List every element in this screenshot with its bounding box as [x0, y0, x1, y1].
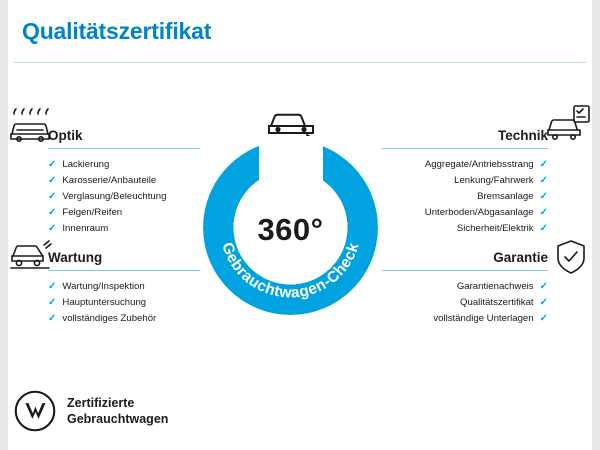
list-item-label: Lenkung/Fahrwerk	[454, 175, 534, 186]
list-item-label: Felgen/Reifen	[62, 207, 123, 218]
car-wash-icon	[8, 108, 52, 149]
list-item-label: Wartung/Inspektion	[62, 281, 145, 292]
list-item	[48, 311, 200, 327]
list-item-label: Lackierung	[62, 159, 110, 170]
list-item	[382, 157, 548, 173]
list-item-label: vollständige Unterlagen	[433, 313, 534, 324]
shield-check-icon	[554, 238, 588, 281]
block-heading-technik: Technik	[497, 128, 548, 143]
list-item	[382, 295, 548, 311]
list-item-label: Karosserie/Anbauteile	[62, 175, 157, 186]
list-item	[48, 173, 200, 189]
check-icon: ✓	[539, 281, 548, 292]
block-divider-optik	[48, 148, 200, 149]
list-item-label: Innenraum	[62, 223, 109, 234]
list-item-label: Verglasung/Beleuchtung	[62, 191, 167, 202]
list-item	[48, 157, 200, 173]
check-icon: ✓	[48, 281, 57, 292]
footer	[14, 390, 168, 432]
list-item-label: Garantienachweis	[456, 281, 534, 292]
degrees-label: 360°	[257, 212, 324, 247]
block-divider-garantie	[382, 270, 548, 271]
page-title: Qualitätszertifikat	[22, 18, 212, 44]
footer-text	[67, 395, 168, 427]
list-item-label: Sicherheit/Elektrik	[456, 223, 534, 234]
block-wartung	[48, 250, 200, 327]
list-item-label: Hauptuntersuchung	[62, 297, 147, 308]
check-icon: ✓	[539, 297, 548, 308]
list-item	[48, 189, 200, 205]
svg-text:Gebrauchtwagen-Check: Gebrauchtwagen-Check	[218, 240, 363, 302]
check-icon: ✓	[539, 313, 548, 324]
block-technik	[382, 128, 548, 237]
block-heading-wartung: Wartung	[48, 250, 103, 265]
vw-logo-icon	[14, 390, 56, 432]
block-optik	[48, 128, 200, 237]
check-icon: ✓	[539, 191, 548, 202]
check-icon: ✓	[48, 313, 57, 324]
list-item	[382, 279, 548, 295]
check-icon: ✓	[539, 159, 548, 170]
block-divider-technik	[382, 148, 548, 149]
title-divider	[14, 62, 586, 63]
check-icon: ✓	[48, 223, 57, 234]
list-item	[382, 205, 548, 221]
list-item	[48, 205, 200, 221]
list-item-label: vollständiges Zubehör	[62, 313, 157, 324]
list-item	[48, 279, 200, 295]
list-item-label: Bremsanlage	[477, 191, 534, 202]
footer-line-1: Zertifizierte	[67, 396, 135, 410]
list-item	[382, 311, 548, 327]
left-gutter	[0, 0, 8, 450]
check-ring	[203, 140, 378, 315]
car-checklist-icon	[546, 104, 592, 149]
list-item-label: Aggregate/Antriebsstrang	[424, 159, 534, 170]
block-divider-wartung	[48, 270, 200, 271]
list-item	[48, 295, 200, 311]
list-item	[382, 173, 548, 189]
right-gutter	[592, 0, 600, 450]
block-heading-garantie: Garantie	[493, 250, 548, 265]
footer-line-2: Gebrauchtwagen	[67, 412, 169, 426]
check-icon: ✓	[48, 207, 57, 218]
check-icon: ✓	[539, 207, 548, 218]
check-icon: ✓	[539, 175, 548, 186]
list-item-label: Unterboden/Abgasanlage	[424, 207, 534, 218]
block-heading-optik: Optik	[48, 128, 83, 143]
list-item-label: Qualitätszertifikat	[460, 297, 534, 308]
list-item	[382, 189, 548, 205]
check-icon: ✓	[48, 191, 57, 202]
check-icon: ✓	[539, 223, 548, 234]
check-icon: ✓	[48, 159, 57, 170]
service-car-lift-icon	[8, 236, 52, 277]
check-icon: ✓	[48, 175, 57, 186]
check-icon: ✓	[48, 297, 57, 308]
block-garantie	[382, 250, 548, 327]
list-item	[48, 221, 200, 237]
list-item	[382, 221, 548, 237]
